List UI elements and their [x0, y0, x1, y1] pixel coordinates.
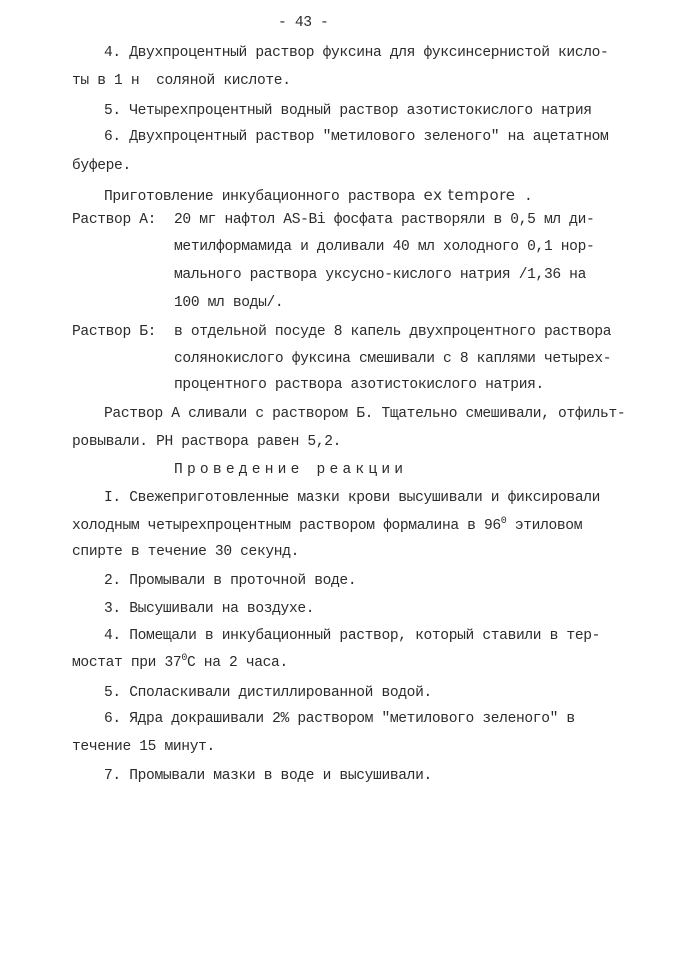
- item-4-line-2: ты в 1 н соляной кислоте.: [72, 73, 291, 89]
- ex-tempore-handwritten: ex tempore: [423, 186, 516, 204]
- page-number: - 43 -: [278, 15, 329, 31]
- item-6-line-1: 6. Двухпроцентный раствор "метилового зеленого" на ацетатном: [104, 129, 609, 145]
- solution-a-label: Раствор А:: [72, 212, 157, 228]
- step-1-line-1: I. Свежеприготовленные мазки крови высушивали и фиксировали: [104, 490, 601, 506]
- mixing-line-2: ровывали. PH раствора равен 5,2.: [72, 434, 342, 450]
- step-7: 7. Промывали мазки в воде и высушивали.: [104, 768, 432, 784]
- step-1-line-2: холодным четырехпроцентным раствором формалина в $96^0$ этиловом: [72, 516, 583, 534]
- solution-b-line-3: процентного раствора азотистокислого натрия.: [174, 377, 544, 393]
- mixing-line-1: Раствор А сливали с раствором Б. Тщательно смешивали, отфильт-: [104, 406, 626, 422]
- degree-sup: 0: [500, 516, 507, 527]
- solution-a-line-4: 100 мл воды/.: [174, 295, 284, 311]
- item-4-line-1: 4. Двухпроцентный раствор фуксина для фуксинсернистой кисло-: [104, 45, 609, 61]
- solution-a-line-1: 20 мг нафтол AS-Bi фосфата растворяли в 0,5 мл ди-: [174, 212, 595, 228]
- step-4-line-1: 4. Помещали в инкубационный раствор, который ставили в тер-: [104, 628, 601, 644]
- step-4-line-2: мостат при $37^0С$ на 2 часа.: [72, 653, 288, 671]
- step-6-line-2: течение 15 минут.: [72, 739, 215, 755]
- step-2: 2. Промывали в проточной воде.: [104, 573, 357, 589]
- solution-a-line-3: мального раствора уксусно-кислого натрия /1,36 на: [174, 267, 586, 283]
- degree-sup: 0: [181, 653, 187, 664]
- item-5: 5. Четырехпроцентный водный раствор азотистокислого натрия: [104, 103, 592, 119]
- step-5: 5. Споласкивали дистиллированной водой.: [104, 685, 432, 701]
- step-3: 3. Высушивали на воздухе.: [104, 601, 315, 617]
- step-1-line-3: спирте в течение 30 секунд.: [72, 544, 300, 560]
- solution-a-line-2: метилформамида и доливали 40 мл холодного 0,1 нор-: [174, 239, 595, 255]
- solution-b-line-1: в отдельной посуде 8 капель двухпроцентного раствора: [174, 324, 612, 340]
- step-6-line-1: 6. Ядра докрашивали 2% раствором "метилового зеленого" в: [104, 711, 575, 727]
- procedure-heading: Проведение реакции: [174, 462, 408, 478]
- solution-b-label: Раствор Б:: [72, 324, 157, 340]
- item-6-line-2: буфере.: [72, 158, 131, 174]
- prep-title: Приготовление инкубационного раствора ex tempore .: [104, 186, 533, 205]
- solution-b-line-2: солянокислого фуксина смешивали с 8 каплями четырех-: [174, 351, 612, 367]
